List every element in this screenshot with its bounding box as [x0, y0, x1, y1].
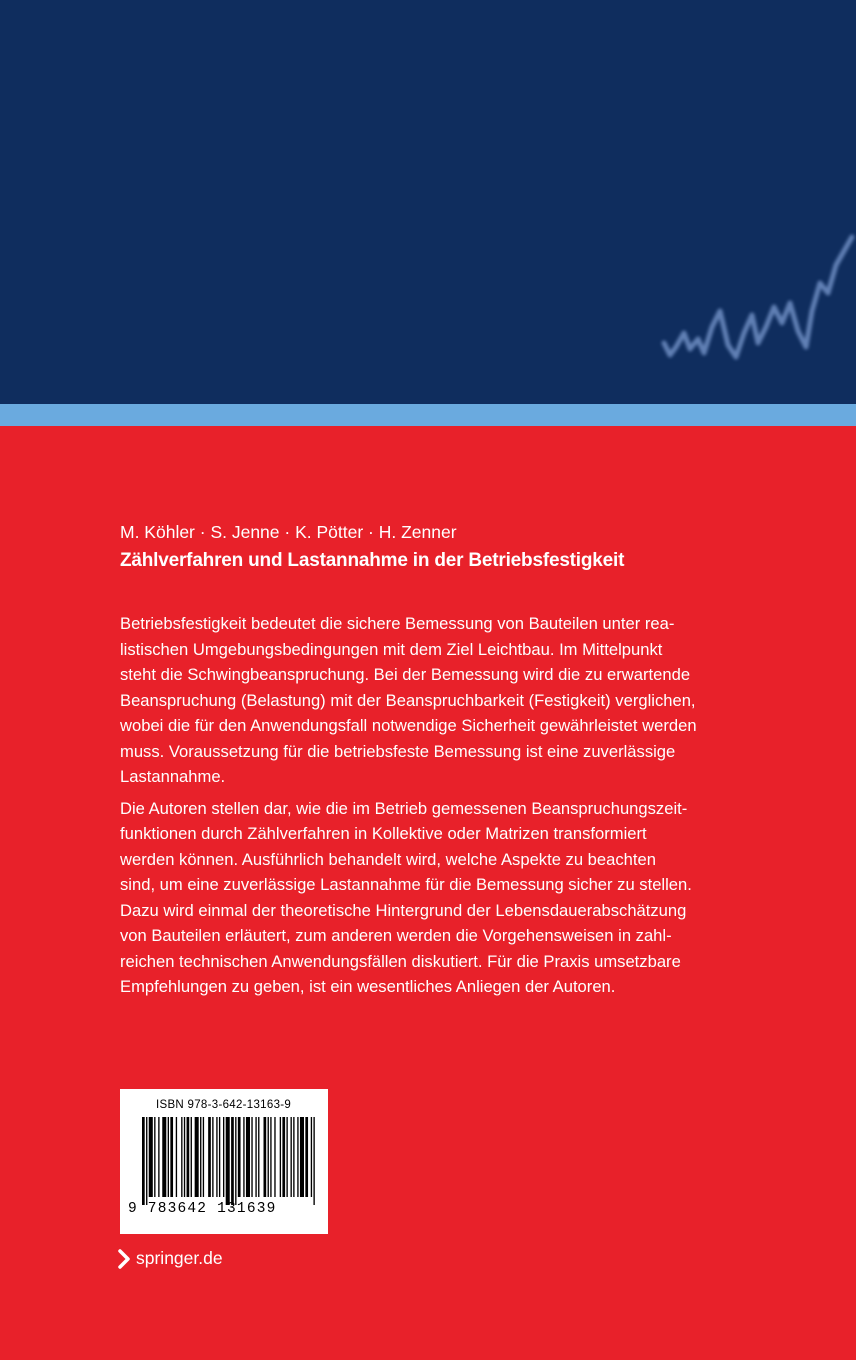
barcode-bar: [305, 1117, 308, 1197]
barcode-bar: [184, 1117, 185, 1197]
barcode-bar: [200, 1117, 201, 1197]
barcode-bar: [219, 1117, 220, 1197]
barcode-bar: [293, 1117, 294, 1197]
barcode-bar: [268, 1117, 269, 1197]
barcode-bar: [149, 1117, 153, 1197]
isbn-label: ISBN 978-3-642-13163-9: [156, 1099, 292, 1111]
barcode-bar: [195, 1117, 199, 1197]
barcode-bar: [203, 1117, 204, 1197]
barcode-bar: [243, 1117, 244, 1197]
isbn-barcode-box: [120, 1089, 328, 1234]
barcode-digits: 9 783642 131639: [128, 1201, 277, 1217]
barcode-bar: [311, 1117, 312, 1197]
barcode-bar: [297, 1117, 298, 1197]
text-line: von Bauteilen erläutert, zum anderen werden die Vorgehensweisen in zahl-: [120, 926, 672, 945]
text-line: Dazu wird einmal der theoretische Hintergrund der Lebensdauerabschätzung: [120, 900, 687, 920]
barcode-bar: [158, 1117, 159, 1197]
text-line: Lastannahme.: [120, 767, 226, 786]
text-line: Empfehlungen zu geben, ist ein wesentliches Anliegen der Autoren.: [120, 977, 616, 996]
barcode-bar: [300, 1117, 304, 1197]
text-line: funktionen durch Zählverfahren in Kollektive oder Matrizen transformiert: [120, 824, 647, 843]
barcode-bar: [264, 1117, 267, 1197]
text-line: listischen Umgebungsbedingungen mit dem Ziel Leichtbau. Im Mittelpunkt: [120, 639, 663, 659]
wave-signal-icon: [640, 215, 856, 395]
barcode-bar: [146, 1117, 147, 1205]
barcode-bar: [216, 1117, 217, 1197]
text-line: wobei die für den Anwendungsfall notwendige Sicherheit gewährleistet werden: [120, 716, 697, 735]
barcode-bar: [238, 1117, 241, 1197]
barcode-bar: [162, 1117, 166, 1197]
barcode-bar: [251, 1117, 252, 1197]
text-line: werden können. Ausführlich behandelt wird, welche Aspekte zu beachten: [120, 849, 656, 869]
accent-stripe: [0, 404, 856, 426]
barcode-bar: [274, 1117, 275, 1197]
barcode-bar: [291, 1117, 292, 1197]
publisher-link-text: springer.de: [136, 1248, 223, 1268]
book-description: [120, 611, 740, 1000]
text-line: reichen technischen Anwendungsfällen diskutiert. Für die Praxis umsetzbare: [120, 951, 681, 971]
barcode-bar: [286, 1117, 287, 1197]
barcode-bar: [191, 1117, 192, 1197]
barcode-bar: [235, 1117, 236, 1205]
barcode-bar: [280, 1117, 281, 1197]
text-line: muss. Voraussetzung für die betriebsfeste Bemessung ist eine zuverlässige: [120, 741, 676, 761]
barcode-bar: [212, 1117, 213, 1197]
barcode-bar: [142, 1117, 145, 1205]
barcode-bar: [181, 1117, 182, 1197]
text-line: Die Autoren stellen dar, wie die im Betrieb gemessenen Beanspruchungszeit-: [120, 798, 688, 818]
authors: M. Köhler · S. Jenne · K. Pötter · H. Zenner: [120, 522, 457, 542]
barcode-bar: [223, 1117, 224, 1197]
barcode-bar: [258, 1117, 259, 1197]
barcode-bar: [154, 1117, 155, 1197]
barcode-bar: [168, 1117, 169, 1197]
barcode-bar: [246, 1117, 250, 1197]
text-line: Betriebsfestigkeit bedeutet die sichere Bemessung von Bauteilen unter rea-: [120, 614, 675, 633]
barcode-bar: [270, 1117, 271, 1197]
barcode-bar: [226, 1117, 230, 1205]
barcode-bar: [282, 1117, 285, 1197]
description-paragraph: [120, 611, 740, 790]
barcode-bar: [313, 1117, 314, 1205]
description-paragraph: [120, 796, 740, 1000]
barcode-bar: [170, 1117, 173, 1197]
publisher-website-link[interactable]: [118, 1248, 223, 1269]
text-line: sind, um eine zuverlässige Lastannahme für die Bemessung sicher zu stellen.: [120, 875, 692, 894]
barcode-bar: [231, 1117, 234, 1205]
text-line: steht die Schwingbeanspruchung. Bei der Bemessung wird die zu erwartende: [120, 665, 691, 684]
barcode-bar: [176, 1117, 177, 1197]
barcode-bar: [255, 1117, 256, 1197]
barcode-bar: [208, 1117, 211, 1197]
chevron-right-icon: [118, 1249, 130, 1269]
book-title: Zählverfahren und Lastannahme in der Betriebsfestigkeit: [120, 550, 625, 571]
text-line: Beanspruchung (Belastung) mit der Beanspruchbarkeit (Festigkeit) verglichen,: [120, 690, 696, 710]
barcode-bar: [187, 1117, 190, 1197]
